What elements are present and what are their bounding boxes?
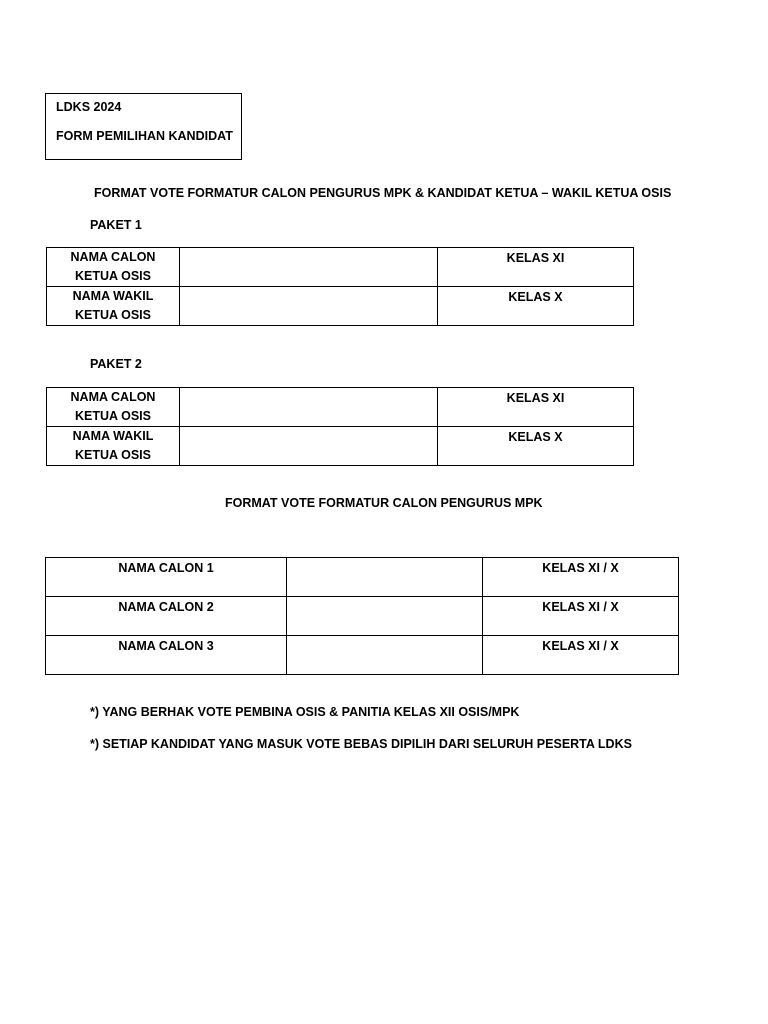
mpk-calon-3-name-field[interactable] — [287, 636, 483, 675]
label-line: KETUA OSIS — [75, 448, 151, 462]
paket1-ketua-name-field[interactable] — [180, 248, 438, 287]
note-voters: *) YANG BERHAK VOTE PEMBINA OSIS & PANITIA KELAS XII OSIS/MPK — [90, 705, 520, 719]
note-candidates: *) SETIAP KANDIDAT YANG MASUK VOTE BEBAS DIPILIH DARI SELURUH PESERTA LDKS — [90, 737, 632, 751]
mpk-calon-1-name-field[interactable] — [287, 558, 483, 597]
paket1-ketua-kelas: KELAS XI — [438, 248, 634, 287]
mpk-calon-1-kelas: KELAS XI / X — [483, 558, 679, 597]
paket2-title: PAKET 2 — [90, 357, 142, 371]
mpk-calon-3-label: NAMA CALON 3 — [46, 636, 287, 675]
table-row — [47, 388, 634, 427]
paket1-title: PAKET 1 — [90, 218, 142, 232]
table-row — [47, 248, 634, 287]
paket2-wakil-name-field[interactable] — [180, 427, 438, 466]
table-row — [47, 287, 634, 326]
table-row — [46, 558, 679, 597]
label-line: NAMA CALON — [70, 250, 156, 264]
table-row — [47, 427, 634, 466]
paket2-wakil-kelas: KELAS X — [438, 427, 634, 466]
paket1-wakil-name-field[interactable] — [180, 287, 438, 326]
mpk-calon-2-name-field[interactable] — [287, 597, 483, 636]
paket2-ketua-kelas: KELAS XI — [438, 388, 634, 427]
label-line: KETUA OSIS — [75, 409, 151, 423]
header-form-title: FORM PEMILIHAN KANDIDAT — [56, 129, 233, 143]
mpk-table — [45, 557, 679, 675]
header-event-title: LDKS 2024 — [56, 100, 122, 114]
section2-title: FORMAT VOTE FORMATUR CALON PENGURUS MPK — [225, 496, 543, 510]
paket2-table — [46, 387, 634, 466]
paket2-ketua-name-field[interactable] — [180, 388, 438, 427]
section1-title: FORMAT VOTE FORMATUR CALON PENGURUS MPK & KANDIDAT KETUA – WAKIL KETUA OSIS — [94, 186, 672, 200]
table-row — [46, 597, 679, 636]
label-line: NAMA CALON — [70, 390, 156, 404]
paket1-wakil-label — [47, 287, 180, 326]
mpk-calon-3-kelas: KELAS XI / X — [483, 636, 679, 675]
table-row — [46, 636, 679, 675]
paket1-wakil-kelas: KELAS X — [438, 287, 634, 326]
paket2-ketua-label — [47, 388, 180, 427]
label-line: KETUA OSIS — [75, 269, 151, 283]
header-box — [45, 93, 242, 160]
label-line: NAMA WAKIL — [72, 429, 154, 443]
label-line: NAMA WAKIL — [72, 289, 154, 303]
paket1-table — [46, 247, 634, 326]
paket1-ketua-label — [47, 248, 180, 287]
label-line: KETUA OSIS — [75, 308, 151, 322]
mpk-calon-1-label: NAMA CALON 1 — [46, 558, 287, 597]
mpk-calon-2-label: NAMA CALON 2 — [46, 597, 287, 636]
paket2-wakil-label — [47, 427, 180, 466]
mpk-calon-2-kelas: KELAS XI / X — [483, 597, 679, 636]
